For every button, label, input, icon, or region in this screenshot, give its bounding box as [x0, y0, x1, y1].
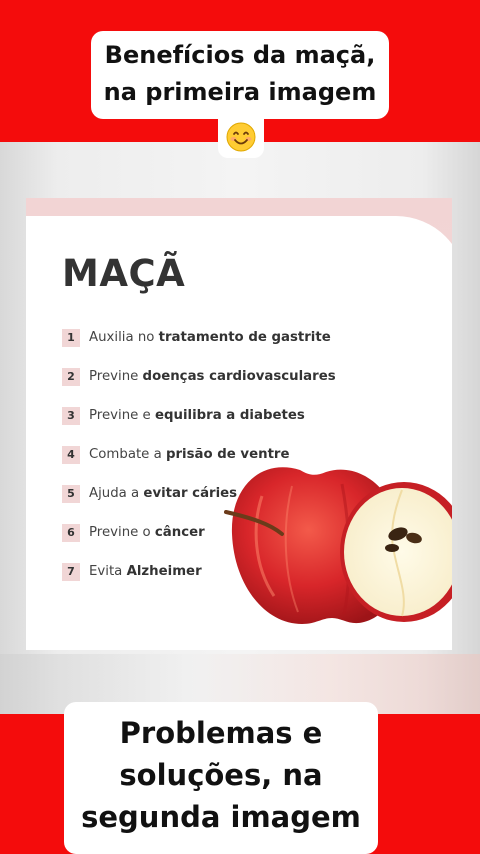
- item-number: 7: [62, 563, 80, 581]
- list-item: [62, 318, 336, 357]
- apple-benefits-card: [26, 198, 452, 650]
- bottom-caption-line2: soluções, na: [119, 758, 323, 792]
- item-text: [89, 486, 237, 501]
- list-item: [62, 357, 336, 396]
- bottom-caption: [64, 712, 378, 838]
- list-item: [62, 396, 336, 435]
- item-text: [89, 369, 336, 384]
- item-text-regular: Evita: [89, 564, 127, 579]
- item-number: 3: [62, 407, 80, 425]
- top-caption-line2: na primeira imagem: [103, 78, 377, 106]
- item-text-bold: câncer: [154, 525, 205, 540]
- item-text-bold: evitar cáries: [143, 486, 238, 501]
- item-number: 1: [62, 329, 80, 347]
- item-number: 5: [62, 485, 80, 503]
- item-text-bold: doenças cardiovasculares: [142, 369, 336, 384]
- item-number: 6: [62, 524, 80, 542]
- item-text-regular: Previne e: [89, 408, 155, 423]
- smiling-face-icon: [226, 122, 256, 152]
- item-text-bold: Alzheimer: [126, 564, 202, 579]
- item-text: [89, 408, 305, 423]
- item-text-regular: Combate a: [89, 447, 166, 462]
- item-text-regular: Previne: [89, 369, 143, 384]
- bottom-caption-line3: segunda imagem: [81, 800, 361, 834]
- top-caption: [91, 37, 389, 111]
- item-text-bold: tratamento de gastrite: [158, 330, 331, 345]
- item-text-regular: Ajuda a: [89, 486, 144, 501]
- item-text: [89, 525, 205, 540]
- item-number: 4: [62, 446, 80, 464]
- top-caption-line1: Benefícios da maçã,: [104, 41, 376, 69]
- item-text-bold: prisão de ventre: [165, 447, 290, 462]
- item-text-bold: equilibra a diabetes: [154, 408, 305, 423]
- apple-image: [222, 456, 452, 636]
- item-text-regular: Previne o: [89, 525, 155, 540]
- item-number: 2: [62, 368, 80, 386]
- card-title: MAÇÃ: [62, 252, 186, 295]
- item-text: [89, 330, 331, 345]
- bottom-caption-line1: Problemas e: [119, 716, 323, 750]
- item-text: [89, 564, 202, 579]
- item-text-regular: Auxilia no: [89, 330, 159, 345]
